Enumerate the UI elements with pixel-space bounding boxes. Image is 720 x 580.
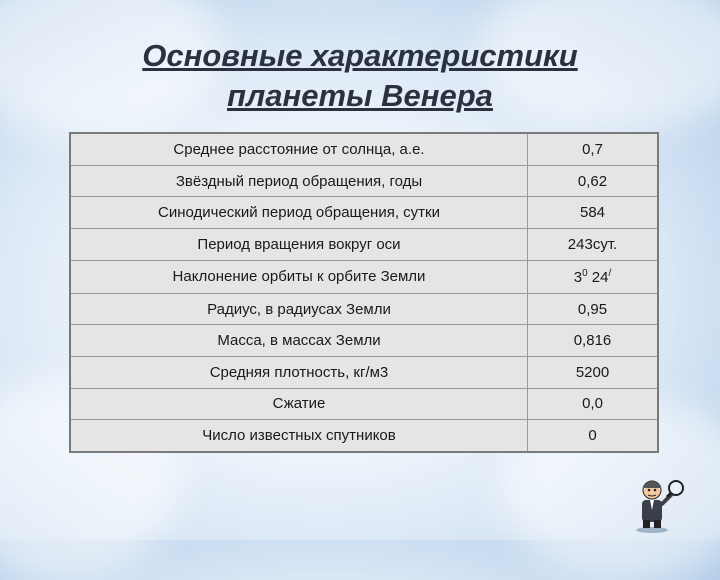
row-value: 0,7 <box>528 133 659 165</box>
row-label: Сжатие <box>70 388 528 420</box>
row-value: 0,62 <box>528 165 659 197</box>
row-label: Масса, в массах Земли <box>70 325 528 357</box>
table-row <box>70 197 658 229</box>
row-label: Средняя плотность, кг/м3 <box>70 356 528 388</box>
row-value: 243сут. <box>528 229 659 261</box>
table-row <box>70 293 658 325</box>
row-label: Звёздный период обращения, годы <box>70 165 528 197</box>
row-label: Радиус, в радиусах Земли <box>70 293 528 325</box>
minute-mark: / <box>608 267 612 279</box>
row-label: Наклонение орбиты к орбите Земли <box>70 260 528 293</box>
title-line-2: планеты Венера <box>227 78 493 113</box>
detective-magnifier-icon <box>628 474 688 534</box>
row-value <box>528 260 659 293</box>
table-row <box>70 229 658 261</box>
table-row <box>70 325 658 357</box>
degree-mark: 0 <box>582 267 588 279</box>
row-label: Среднее расстояние от солнца, а.е. <box>70 133 528 165</box>
table-row <box>70 165 658 197</box>
value-minutes: 24 <box>587 268 609 286</box>
table-row <box>70 388 658 420</box>
venus-properties-table <box>69 132 659 453</box>
table-row <box>70 420 658 452</box>
row-label: Синодический период обращения, сутки <box>70 197 528 229</box>
row-value: 0,95 <box>528 293 659 325</box>
title-line-1: Основные характеристики <box>142 38 578 73</box>
row-value: 584 <box>528 197 659 229</box>
row-value: 0 <box>528 420 659 452</box>
page-title <box>0 36 720 116</box>
table-row <box>70 260 658 293</box>
row-label: Число известных спутников <box>70 420 528 452</box>
row-label: Период вращения вокруг оси <box>70 229 528 261</box>
table-row <box>70 133 658 165</box>
table-row <box>70 356 658 388</box>
row-value: 5200 <box>528 356 659 388</box>
row-value: 0,0 <box>528 388 659 420</box>
value-degrees: 3 <box>573 268 583 286</box>
row-value: 0,816 <box>528 325 659 357</box>
